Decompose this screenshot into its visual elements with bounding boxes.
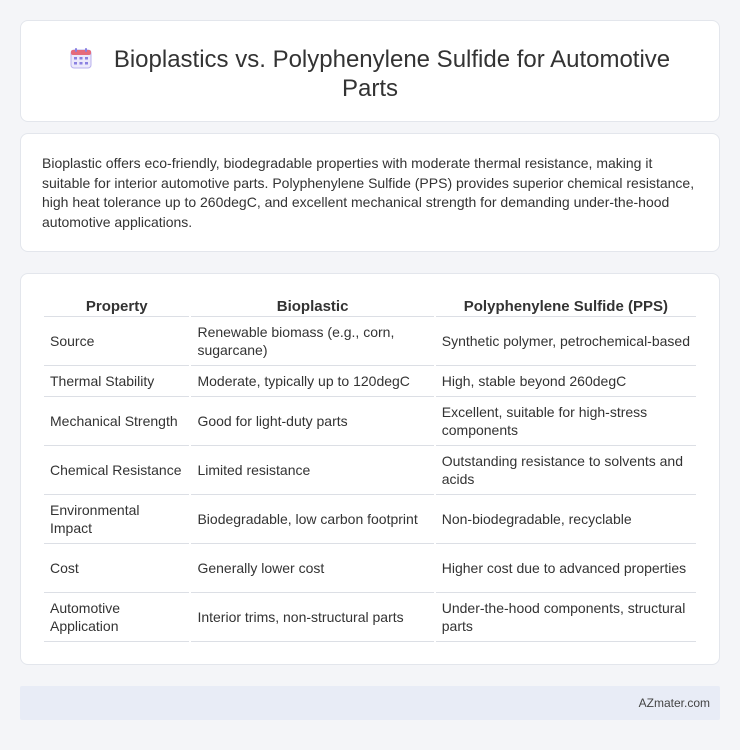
footer-source: AZmater.com — [638, 696, 710, 710]
comparison-table — [42, 297, 698, 642]
cell-bioplastic: Limited resistance — [191, 446, 433, 495]
cell-property: Automotive Application — [44, 593, 189, 642]
cell-pps: Non-biodegradable, recyclable — [436, 495, 696, 544]
summary-card — [20, 133, 720, 252]
header-property: Property — [44, 297, 189, 317]
summary-text: Bioplastic offers eco-friendly, biodegradable properties with moderate thermal resistance, making it suitable for interior automotive parts. Polyphenylene Sulfide (PPS) provides superior chemical resistance, high heat tolerance up to 260degC, and excellent mechanical strength for demanding under-the-hood automotive applications. — [42, 155, 695, 230]
cell-pps: Excellent, suitable for high-stress components — [436, 397, 696, 446]
table-row — [44, 544, 696, 593]
cell-pps: Under-the-hood components, structural parts — [436, 593, 696, 642]
cell-property: Chemical Resistance — [44, 446, 189, 495]
cell-bioplastic: Interior trims, non-structural parts — [191, 593, 433, 642]
cell-pps: High, stable beyond 260degC — [436, 366, 696, 397]
cell-property: Thermal Stability — [44, 366, 189, 397]
cell-property: Mechanical Strength — [44, 397, 189, 446]
table-row — [44, 495, 696, 544]
cell-bioplastic: Moderate, typically up to 120degC — [191, 366, 433, 397]
cell-pps: Outstanding resistance to solvents and acids — [436, 446, 696, 495]
cell-pps: Higher cost due to advanced properties — [436, 544, 696, 593]
comparison-card — [20, 273, 720, 665]
cell-property: Environmental Impact — [44, 495, 189, 544]
table-row — [44, 366, 696, 397]
footer-bar — [20, 686, 720, 720]
page-title: Bioplastics vs. Polyphenylene Sulfide for Automotive Parts — [113, 46, 671, 102]
cell-bioplastic: Renewable biomass (e.g., corn, sugarcane) — [191, 317, 433, 366]
table-row — [44, 317, 696, 366]
page-title-wrap — [21, 45, 719, 103]
table-row — [44, 446, 696, 495]
cell-property: Cost — [44, 544, 189, 593]
cell-pps: Synthetic polymer, petrochemical-based — [436, 317, 696, 366]
cell-bioplastic: Good for light-duty parts — [191, 397, 433, 446]
table-header-row — [44, 297, 696, 317]
title-card — [20, 20, 720, 122]
cell-property: Source — [44, 317, 189, 366]
table-row — [44, 397, 696, 446]
calendar-icon — [70, 47, 92, 69]
cell-bioplastic: Biodegradable, low carbon footprint — [191, 495, 433, 544]
table-row — [44, 593, 696, 642]
header-bioplastic: Bioplastic — [191, 297, 433, 317]
header-pps: Polyphenylene Sulfide (PPS) — [436, 297, 696, 317]
cell-bioplastic: Generally lower cost — [191, 544, 433, 593]
